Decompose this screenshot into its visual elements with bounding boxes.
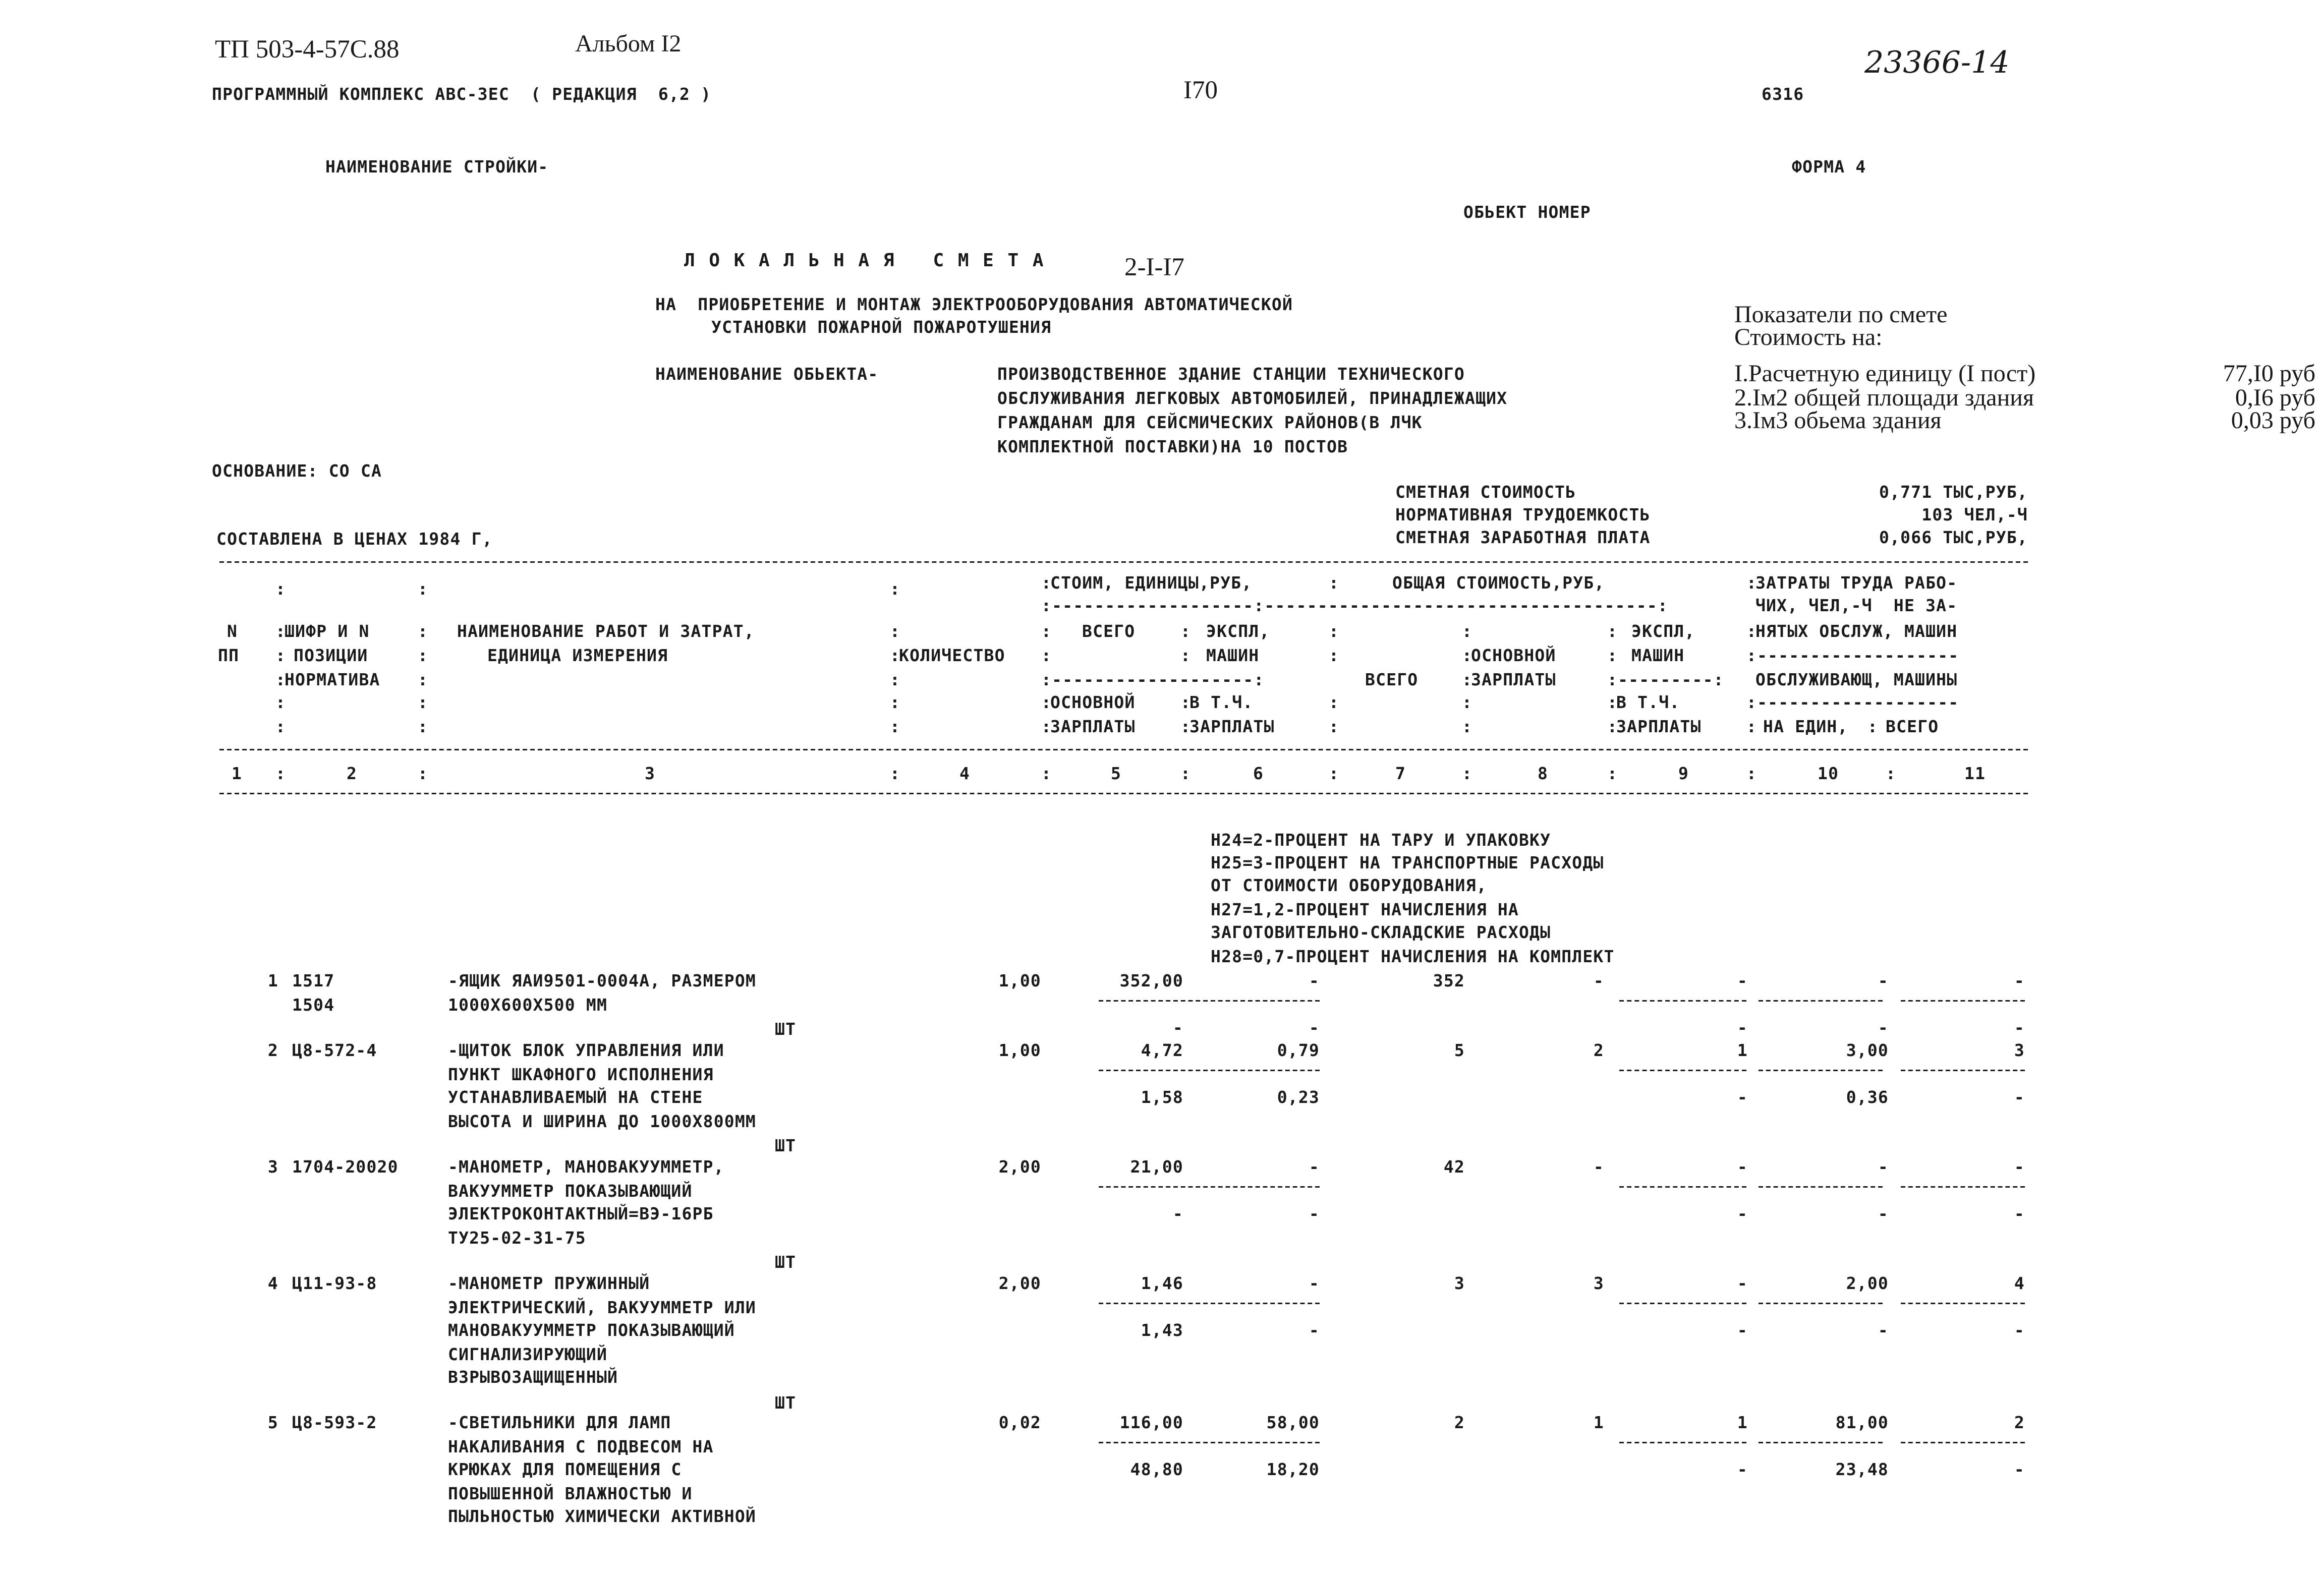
- row-name-line: КРЮКАХ ДЛЯ ПОМЕЩЕНИЯ С: [448, 1460, 682, 1480]
- cell-unit-total: 1,46: [1141, 1274, 1183, 1294]
- cell-labor-total-service: -: [2014, 1088, 2025, 1108]
- cell-total-wages: 2: [1593, 1041, 1604, 1061]
- cell-unit-total: 352,00: [1119, 971, 1183, 991]
- col8-header: ОСНОВНОЙ: [1471, 646, 1556, 666]
- col6-header-bottom: В Т.Ч.: [1189, 693, 1254, 713]
- note-line: ЗАГОТОВИТЕЛЬНО-СКЛАДСКИЕ РАСХОДЫ: [1211, 923, 1551, 943]
- cell-machine-wages: -: [1737, 1204, 1748, 1224]
- cell-total-wages: -: [1593, 971, 1604, 991]
- row-name-line: ПЫЛЬНОСТЬЮ ХИМИЧЕСКИ АКТИВНОЙ: [448, 1507, 756, 1528]
- cell-labor-unit: 81,00: [1835, 1413, 1889, 1433]
- cell-underline: [1099, 1442, 1320, 1443]
- col6-header-bottom: ЗАРПЛАТЫ: [1189, 717, 1275, 737]
- note-line: Н27=1,2-ПРОЦЕНТ НАЧИСЛЕНИЯ НА: [1211, 900, 1519, 920]
- cell-labor-unit: 3,00: [1846, 1041, 1889, 1061]
- cell-unit-machines: -: [1309, 1157, 1320, 1177]
- cell-total-machines: -: [1737, 971, 1748, 991]
- form-label: ФОРМА 4: [1792, 157, 1866, 177]
- labor-group-2: ЧИХ, ЧЕЛ,-Ч НЕ ЗА-: [1755, 596, 1958, 616]
- col9-header-top: МАШИН: [1631, 646, 1685, 666]
- cell-total: 352: [1433, 971, 1465, 991]
- cell-total-machines: 1: [1737, 1413, 1748, 1433]
- column-number: 1: [232, 764, 243, 784]
- cell-underline: [1901, 1000, 2025, 1002]
- doc-code: ТП 503-4-57С.88: [215, 35, 400, 64]
- cell-total: 3: [1454, 1274, 1465, 1294]
- total-label: НОРМАТИВНАЯ ТРУДОЕМКОСТЬ: [1395, 505, 1651, 525]
- col6-header-top: МАШИН: [1206, 646, 1260, 666]
- column-number: 3: [645, 764, 656, 784]
- object-name-line: ГРАЖДАНАМ ДЛЯ СЕЙСМИЧЕСКИХ РАЙОНОВ(В ЛЧК: [997, 413, 1423, 433]
- indicator-value: 0,I6 руб: [2235, 386, 2315, 412]
- cell-total-wages: 1: [1593, 1413, 1604, 1433]
- col2-header: ПОЗИЦИИ: [294, 646, 368, 666]
- object-name-label: НАИМЕНОВАНИЕ ОБЬЕКТА-: [655, 365, 879, 384]
- total-value: 0,771 ТЫС,РУБ,: [1879, 483, 2028, 502]
- cell-total-wages: -: [1593, 1157, 1604, 1177]
- row-unit: ШТ: [775, 1137, 797, 1157]
- col9-header-bottom: ЗАРПЛАТЫ: [1616, 717, 1702, 737]
- note-line: Н25=3-ПРОЦЕНТ НА ТРАНСПОРТНЫЕ РАСХОДЫ: [1211, 853, 1604, 873]
- cell-underline: [1619, 1070, 1746, 1071]
- estimate-page: ТП 503-4-57С.88 Альбом I2 I70 23366-14 ПРОГРАММНЫЙ КОМПЛЕКС АВС-3ЕС ( РЕДАКЦИЯ 6,2 ) 6316 НАИМЕНОВАНИЕ СТРОЙКИ- ФОРМА 4 ОБЬЕКТ НОМЕР Л О К А Л Ь Н А Я С М Е Т А 2-I-I7 НА ПРИОБРЕТЕНИЕ И МОНТАЖ ЭЛЕКТРООБОРУДОВАНИЯ АВТОМАТИЧЕСКОЙ УСТАНОВКИ ПОЖАРНОЙ ПОЖАРОТУШЕНИЯ НАИМЕНОВАНИЕ ОБЬЕКТА- ПРОИЗВОДСТВЕННОЕ ЗДАНИЕ СТАНЦИИ ТЕХНИЧЕСКОГО ОБСЛУЖИВАНИЯ ЛЕГКОВЫХ АВТОМОБИЛЕЙ, ПРИНАДЛЕЖАЩИХ ГРАЖДАНАМ ДЛЯ СЕЙСМИЧЕСКИХ РАЙОНОВ(В ЛЧК КОМПЛЕКТНОЙ ПОСТАВКИ)НА 10 ПОСТОВ Показатели по смете Стоимость на: I.Расчетную единицу (I пост) 77,I0 руб 2.Iм2 общей площади здания 0,I6 руб 3.Iм3 обьема здания 0,03 руб ОСНОВАНИЕ: СО СА СМЕТНАЯ СТОИМОСТЬ 0,771 ТЫС,РУБ, НОРМАТИВНАЯ ТРУДОЕМКОСТЬ 103 ЧЕЛ,-Ч СМЕТНАЯ ЗАРАБОТНАЯ ПЛАТА 0,066 ТЫС,РУБ, СОСТАВЛЕНА В ЦЕНАХ 1984 Г, : : : : СТОИМ, ЕДИНИЦЫ,РУБ, : ОБЩАЯ СТОИМОСТЬ,РУБ, : ЗАТРАТЫ ТРУДА РАБО- :-------------------:-------------------------------------: ЧИХ, ЧЕЛ,-Ч НЕ ЗА- N : ШИФР И N : НАИМЕНОВАНИЕ РАБОТ И ЗАТРАТ, : : ВСЕГО : ЭКСПЛ, : : : ЭКСПЛ, : НЯТЫХ ОБСЛУЖ, МАШИН ПП : ПОЗИЦИИ : ЕДИНИЦА ИЗМЕРЕНИЯ : КОЛИЧЕСТВО : : МАШИН : : ОСНОВНОЙ : МАШИН :------------------- : НОРМАТИВА : : :-------------------: ВСЕГО : ЗАРПЛАТЫ :---------: ОБСЛУЖИВАЮЩ, МАШИНЫ : : : : ОСНОВНОЙ : В Т.Ч. : : : В Т.Ч. :------------------- : : : : ЗАРПЛАТЫ : ЗАРПЛАТЫ : : : ЗАРПЛАТЫ : НА ЕДИН, : ВСЕГО 1 : 2 : 3 : 4 : 5 : 6 : 7 : 8 : 9 : 10 : 11 Н24=2-ПРОЦЕНТ НА ТАРУ И УПАКОВКУ Н25=3-ПРОЦЕНТ НА ТРАНСПОРТНЫЕ РАСХОДЫ ОТ СТОИМОСТИ ОБОРУДОВАНИЯ, Н27=1,2-ПРОЦЕНТ НАЧИСЛЕНИЯ НА ЗАГОТОВИТЕЛЬНО-СКЛАДСКИЕ РАСХОДЫ Н28=0,7-ПРОЦЕНТ НАЧИСЛЕНИЯ НА КОМПЛЕКТ 1 1517 1504 -ЯЩИК ЯАИ9501-0004А, РАЗМЕРОМ 1000Х600Х500 ММ ШТ 1,00 352,00 - 352 - - - - - - - - - 2 Ц8-572-4 -ЩИТОК БЛОК УПРАВЛЕНИЯ ИЛИ ПУНКТ ШКАФНОГО ИСПОЛНЕНИЯ УСТАНАВЛИВАЕМЫЙ НА СТЕНЕ ВЫСОТА И ШИРИНА ДО 1000Х800ММ ШТ 1,00 4,72 0,79 5 2 1 3,00 3 1,58 0,23 - 0,36 - 3 1704-20020 -МАНОМЕТР, МАНОВАКУУММЕТР, ВАКУУММЕТР ПОКАЗЫВАЮЩИЙ ЭЛЕКТРОКОНТАКТНЫЙ=ВЭ-16РБ ТУ25-02-31-75 ШТ 2,00 21,00 - 42 - - - - - - - - - 4 Ц11-93-8 -МАНОМЕТР ПРУЖИННЫЙ ЭЛЕКТРИЧЕСКИЙ, ВАКУУММЕТР ИЛИ МАНОВАКУУММЕТР ПОКАЗЫВАЮЩИЙ СИГНАЛИЗИРУЮЩИЙ ВЗРЫВОЗАЩИЩЕННЫЙ ШТ 2,00 1,46 - 3 3 - 2,00 4 1,43 - - - - 5 Ц8-593-2 -СВЕТИЛЬНИКИ ДЛЯ ЛАМП НАКАЛИВАНИЯ С ПОДВЕСОМ НА КРЮКАХ ДЛЯ ПОМЕЩЕНИЯ С ПОВЫШЕННОЙ ВЛАЖНОСТЬЮ И ПЫЛЬНОСТЬЮ ХИМИЧЕСКИ АКТИВНОЙ 0,02 116,00 58,00 2 1 1 81,00 2 48,80 18,20 - 23,48 -: [212, 32, 2315, 1528]
- cell-underline: [1619, 1442, 1746, 1443]
- indicator-label: 2.Iм2 общей площади здания: [1734, 386, 2034, 412]
- col5-header-bottom: ЗАРПЛАТЫ: [1050, 717, 1136, 737]
- cell-total-wages: 3: [1593, 1274, 1604, 1294]
- cell-labor-unit: 2,00: [1846, 1274, 1889, 1294]
- labor-group-1: ЗАТРАТЫ ТРУДА РАБО-: [1755, 573, 1958, 593]
- row-name-line: МАНОВАКУУММЕТР ПОКАЗЫВАЮЩИЙ: [448, 1321, 735, 1341]
- construction-name-label: НАИМЕНОВАНИЕ СТРОЙКИ-: [325, 157, 549, 177]
- row-number: 4: [267, 1274, 278, 1294]
- object-name-line: КОМПЛЕКТНОЙ ПОСТАВКИ)НА 10 ПОСТОВ: [997, 437, 1348, 457]
- row-name-line: ТУ25-02-31-75: [448, 1228, 586, 1248]
- cell-unit-total: 116,00: [1119, 1413, 1183, 1433]
- cell-labor-total: -: [2014, 1157, 2025, 1177]
- estimate-number: 2-I-I7: [1124, 253, 1184, 281]
- note-line: Н24=2-ПРОЦЕНТ НА ТАРУ И УПАКОВКУ: [1211, 831, 1551, 850]
- row-name-line: -ЯЩИК ЯАИ9501-0004А, РАЗМЕРОМ: [448, 971, 756, 991]
- total-value: 0,066 ТЫС,РУБ,: [1879, 528, 2028, 548]
- row-name-line: 1000Х600Х500 ММ: [448, 995, 608, 1015]
- cell-labor-total: 3: [2014, 1041, 2025, 1061]
- row-code: Ц11-93-8: [292, 1274, 377, 1294]
- cell-underline: [1901, 1303, 2025, 1304]
- cell-underline: [1759, 1186, 1883, 1188]
- cell-total-machines: -: [1737, 1274, 1748, 1294]
- cell-underline: [1759, 1070, 1883, 1071]
- cell-underline: [1901, 1070, 2025, 1071]
- col6-header-top: ЭКСПЛ,: [1206, 622, 1270, 641]
- cell-labor-unit: -: [1878, 971, 1889, 991]
- cell-unit-machine-wages: -: [1309, 1204, 1320, 1224]
- row-number: 2: [267, 1041, 278, 1061]
- cell-labor-total: 4: [2014, 1274, 2025, 1294]
- cell-total: 5: [1454, 1041, 1465, 1061]
- col3-header: ЕДИНИЦА ИЗМЕРЕНИЯ: [487, 646, 668, 666]
- row-unit: ШТ: [775, 1253, 797, 1273]
- row-name-line: ВАКУУММЕТР ПОКАЗЫВАЮЩИЙ: [448, 1181, 693, 1201]
- col10-header: НА ЕДИН,: [1763, 717, 1848, 737]
- cell-labor-total-service: -: [2014, 1018, 2025, 1038]
- indicators-subtitle: Стоимость на:: [1734, 325, 1883, 351]
- row-name-line: СИГНАЛИЗИРУЮЩИЙ: [448, 1345, 608, 1365]
- column-number: 2: [347, 764, 358, 784]
- total-label: СМЕТНАЯ ЗАРАБОТНАЯ ПЛАТА: [1395, 528, 1651, 548]
- cell-underline: [1099, 1303, 1320, 1304]
- row-name-line: -СВЕТИЛЬНИКИ ДЛЯ ЛАМП: [448, 1413, 671, 1433]
- column-number: 5: [1111, 764, 1122, 784]
- cell-labor-unit-service: -: [1878, 1018, 1889, 1038]
- row-name-line: ПУНКТ ШКАФНОГО ИСПОЛНЕНИЯ: [448, 1064, 714, 1084]
- col11-header: ВСЕГО: [1886, 717, 1939, 737]
- row-name-line: -МАНОМЕТР, МАНОВАКУУММЕТР,: [448, 1157, 724, 1177]
- row-number: 3: [267, 1157, 278, 1177]
- cell-underline: [1619, 1303, 1746, 1304]
- page-number: I70: [1183, 76, 1218, 104]
- labor-group-3: НЯТЫХ ОБСЛУЖ, МАШИН: [1755, 622, 1958, 641]
- cell-unit-wages: 1,43: [1141, 1321, 1183, 1341]
- row-name-line: ПОВЫШЕННОЙ ВЛАЖНОСТЬЮ И: [448, 1484, 693, 1504]
- cell-unit-wages: 48,80: [1130, 1460, 1183, 1480]
- row-quantity: 1,00: [998, 1041, 1041, 1061]
- column-number: 11: [1964, 764, 1986, 784]
- purpose-line-1: НА ПРИОБРЕТЕНИЕ И МОНТАЖ ЭЛЕКТРООБОРУДОВАНИЯ АВТОМАТИЧЕСКОЙ: [655, 295, 1293, 315]
- col1-header: N: [227, 622, 238, 641]
- cell-underline: [1759, 1303, 1883, 1304]
- row-quantity: 0,02: [998, 1413, 1041, 1433]
- cell-labor-total-service: -: [2014, 1321, 2025, 1341]
- cell-underline: [1099, 1070, 1320, 1071]
- cell-unit-machine-wages: -: [1309, 1018, 1320, 1038]
- cell-labor-total-service: -: [2014, 1204, 2025, 1224]
- labor-sub-header: ОБСЛУЖИВАЮЩ, МАШИНЫ: [1755, 670, 1958, 690]
- cell-machine-wages: -: [1737, 1018, 1748, 1038]
- col1-header: ПП: [218, 646, 240, 666]
- cell-underline: [1901, 1442, 2025, 1443]
- note-line: Н28=0,7-ПРОЦЕНТ НАЧИСЛЕНИЯ НА КОМПЛЕКТ: [1211, 947, 1615, 967]
- cell-unit-machines: 58,00: [1266, 1413, 1320, 1433]
- cell-labor-unit-service: 23,48: [1835, 1460, 1889, 1480]
- cell-unit-total: 4,72: [1141, 1041, 1183, 1061]
- total-value: 103 ЧЕЛ,-Ч: [1921, 505, 2028, 525]
- object-number-label: ОБЬЕКТ НОМЕР: [1463, 203, 1591, 222]
- total-label: СМЕТНАЯ СТОИМОСТЬ: [1395, 483, 1576, 502]
- cell-machine-wages: -: [1737, 1088, 1748, 1108]
- album-label: Альбом I2: [575, 32, 682, 57]
- row-name-line: УСТАНАВЛИВАЕМЫЙ НА СТЕНЕ: [448, 1088, 703, 1108]
- column-number: 7: [1395, 764, 1406, 784]
- column-number: 9: [1678, 764, 1689, 784]
- col4-header: КОЛИЧЕСТВО: [899, 646, 1005, 666]
- row-name-line: ВЗРЫВОЗАЩИЩЕННЫЙ: [448, 1368, 618, 1388]
- row-name-line: ВЫСОТА И ШИРИНА ДО 1000Х800ММ: [448, 1112, 756, 1132]
- header-rule: [219, 561, 2028, 563]
- cell-unit-machine-wages: 18,20: [1266, 1460, 1320, 1480]
- cell-total: 2: [1454, 1413, 1465, 1433]
- purpose-line-2: УСТАНОВКИ ПОЖАРНОЙ ПОЖАРОТУШЕНИЯ: [711, 318, 1052, 337]
- cell-machine-wages: -: [1737, 1321, 1748, 1341]
- row-quantity: 1,00: [998, 971, 1041, 991]
- cell-unit-wages: -: [1172, 1018, 1183, 1038]
- cell-unit-wages: 1,58: [1141, 1088, 1183, 1108]
- note-line: ОТ СТОИМОСТИ ОБОРУДОВАНИЯ,: [1211, 876, 1487, 896]
- cell-underline: [1759, 1000, 1883, 1002]
- cell-unit-wages: -: [1172, 1204, 1183, 1224]
- col9-header-top: ЭКСПЛ,: [1631, 622, 1695, 641]
- row-code: Ц8-593-2: [292, 1413, 377, 1433]
- column-number: 10: [1818, 764, 1839, 784]
- column-number: 6: [1253, 764, 1264, 784]
- row-number: 1: [267, 971, 278, 991]
- col5-header-top: ВСЕГО: [1082, 622, 1136, 641]
- object-name-line: ПРОИЗВОДСТВЕННОЕ ЗДАНИЕ СТАНЦИИ ТЕХНИЧЕСКОГО: [997, 365, 1465, 384]
- row-code: 1704-20020: [292, 1157, 399, 1177]
- handwritten-number: 23366-14: [1864, 44, 2010, 80]
- cell-underline: [1619, 1186, 1746, 1188]
- cell-labor-total: 2: [2014, 1413, 2025, 1433]
- cell-unit-total: 21,00: [1130, 1157, 1183, 1177]
- row-number: 5: [267, 1413, 278, 1433]
- cell-unit-machines: 0,79: [1277, 1041, 1320, 1061]
- object-name-line: ОБСЛУЖИВАНИЯ ЛЕГКОВЫХ АВТОМОБИЛЕЙ, ПРИНАДЛЕЖАЩИХ: [997, 389, 1508, 408]
- cell-underline: [1759, 1442, 1883, 1443]
- row-quantity: 2,00: [998, 1274, 1041, 1294]
- row-name-line: ЭЛЕКТРОКОНТАКТНЫЙ=ВЭ-16РБ: [448, 1204, 714, 1224]
- prices-label: СОСТАВЛЕНА В ЦЕНАХ 1984 Г,: [216, 530, 493, 549]
- column-number: 8: [1538, 764, 1549, 784]
- column-number: 4: [959, 764, 971, 784]
- unit-cost-group: СТОИМ, ЕДИНИЦЫ,РУБ,: [1050, 573, 1253, 593]
- cell-unit-machines: -: [1309, 971, 1320, 991]
- col9-header-bottom: В Т.Ч.: [1616, 693, 1680, 713]
- row-name-line: -ЩИТОК БЛОК УПРАВЛЕНИЯ ИЛИ: [448, 1041, 724, 1061]
- row-code: 1517: [292, 971, 335, 991]
- row-code: Ц8-572-4: [292, 1041, 377, 1061]
- row-quantity: 2,00: [998, 1157, 1041, 1177]
- cell-total: 42: [1443, 1157, 1465, 1177]
- col2-header: ШИФР И N: [285, 622, 370, 641]
- col3-header: НАИМЕНОВАНИЕ РАБОТ И ЗАТРАТ,: [457, 622, 755, 641]
- indicator-label: I.Расчетную единицу (I пост): [1734, 362, 2036, 387]
- cell-labor-unit: -: [1878, 1157, 1889, 1177]
- code-6316: 6316: [1762, 85, 1804, 104]
- col7-header: ВСЕГО: [1365, 670, 1419, 690]
- basis-label: ОСНОВАНИЕ: СО СА: [212, 461, 382, 481]
- col5-header-bottom: ОСНОВНОЙ: [1050, 693, 1136, 713]
- cell-total-machines: -: [1737, 1157, 1748, 1177]
- col8-header: ЗАРПЛАТЫ: [1471, 670, 1556, 690]
- cell-labor-unit-service: 0,36: [1846, 1088, 1889, 1108]
- indicator-label: 3.Iм3 обьема здания: [1734, 408, 1942, 434]
- cell-labor-total-service: -: [2014, 1460, 2025, 1480]
- cell-labor-unit-service: -: [1878, 1204, 1889, 1224]
- cell-underline: [1099, 1186, 1320, 1188]
- header-rule: [219, 793, 2028, 794]
- cell-labor-unit-service: -: [1878, 1321, 1889, 1341]
- row-name-line: НАКАЛИВАНИЯ С ПОДВЕСОМ НА: [448, 1436, 714, 1456]
- cell-unit-machines: -: [1309, 1274, 1320, 1294]
- cell-underline: [1099, 1000, 1320, 1002]
- total-cost-group: ОБЩАЯ СТОИМОСТЬ,РУБ,: [1392, 573, 1605, 593]
- cell-labor-total: -: [2014, 971, 2025, 991]
- cell-underline: [1901, 1186, 2025, 1188]
- cell-machine-wages: -: [1737, 1460, 1748, 1480]
- header-rule: [219, 749, 2028, 750]
- indicator-value: 77,I0 руб: [2223, 362, 2315, 387]
- estimate-title: Л О К А Л Ь Н А Я С М Е Т А: [684, 250, 1045, 271]
- row-name-line: -МАНОМЕТР ПРУЖИННЫЙ: [448, 1274, 650, 1294]
- program-line: ПРОГРАММНЫЙ КОМПЛЕКС АВС-3ЕС ( РЕДАКЦИЯ 6,2 ): [212, 85, 712, 104]
- col2-header: НОРМАТИВА: [285, 670, 380, 690]
- indicators-title: Показатели по смете: [1734, 303, 1948, 328]
- cell-unit-machine-wages: -: [1309, 1321, 1320, 1341]
- row-name-line: ЭЛЕКТРИЧЕСКИЙ, ВАКУУММЕТР ИЛИ: [448, 1297, 756, 1317]
- indicator-value: 0,03 руб: [2231, 408, 2315, 434]
- cell-unit-machine-wages: 0,23: [1277, 1088, 1320, 1108]
- cell-total-machines: 1: [1737, 1041, 1748, 1061]
- row-unit: ШТ: [775, 1393, 797, 1413]
- row-unit: ШТ: [775, 1020, 797, 1040]
- row-code: 1504: [292, 995, 335, 1015]
- cell-underline: [1619, 1000, 1746, 1002]
